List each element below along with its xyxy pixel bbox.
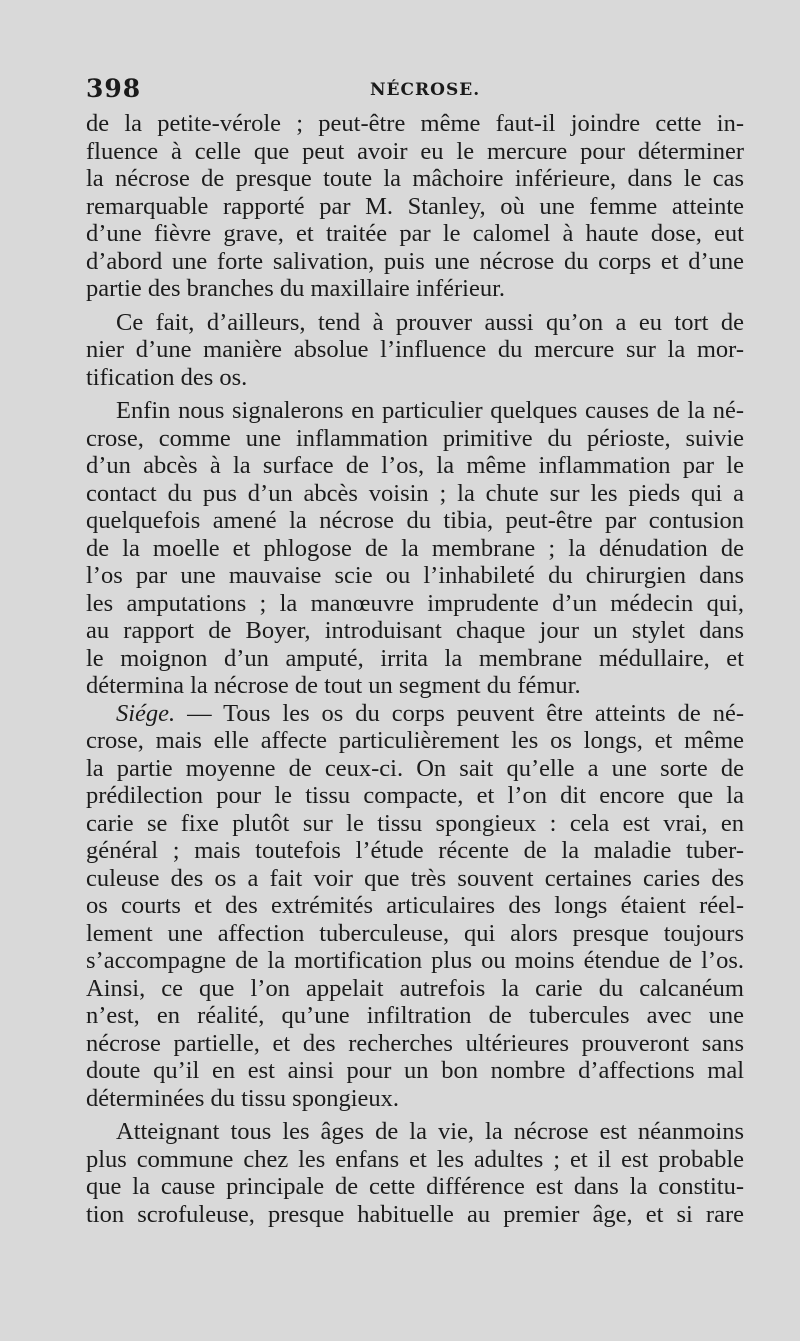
text-line: plus commune chez les enfans et les adultes ; et il est probable bbox=[86, 1145, 744, 1173]
page-header bbox=[86, 74, 740, 106]
paragraph-siege bbox=[86, 700, 744, 1113]
paragraph-2 bbox=[86, 309, 744, 392]
text-line: Enfin nous signalerons en particulier quelques causes de la né- bbox=[116, 397, 744, 424]
text-line: prédilection pour le tissu compacte, et l’on dit encore que la bbox=[86, 782, 744, 809]
text-line: le moignon d’un amputé, irrita la membrane médullaire, et bbox=[86, 644, 744, 672]
text-line: fluence à celle que peut avoir eu le mercure pour déterminer bbox=[86, 137, 744, 165]
text-line: os courts et des extrémités articulaires des longs étaient réel- bbox=[86, 892, 744, 919]
paragraph-1 bbox=[86, 110, 744, 303]
text-line: carie se fixe plutôt sur le tissu spongieux : cela est vrai, en bbox=[86, 809, 744, 837]
text-line: détermina la nécrose de tout un segment du fémur. bbox=[86, 672, 581, 699]
text-line: les amputations ; la manœuvre imprudente d’un médecin qui, bbox=[86, 589, 744, 617]
paragraph-3 bbox=[86, 397, 744, 700]
text-line: d’abord une forte salivation, puis une nécrose du corps et d’une bbox=[86, 247, 744, 275]
text-line: nier d’une manière absolue l’influence du mercure sur la mor- bbox=[86, 336, 744, 363]
text-line: lement une affection tuberculeuse, qui alors presque toujours bbox=[86, 919, 744, 947]
text-line: la nécrose de presque toute la mâchoire inférieure, dans le cas bbox=[86, 165, 744, 192]
text-line: de la petite-vérole ; peut-être même faut-il joindre cette in- bbox=[86, 110, 744, 137]
text-line: d’un abcès à la surface de l’os, la même inflammation par le bbox=[86, 452, 744, 479]
text-line: déterminées du tissu spongieux. bbox=[86, 1084, 400, 1112]
text-line: n’est, en réalité, qu’une infiltration de tubercules avec une bbox=[86, 1002, 744, 1029]
text-line: tification des os. bbox=[86, 363, 248, 391]
paragraph-5 bbox=[86, 1118, 744, 1228]
text-line: partie des branches du maxillaire inférieur. bbox=[86, 275, 506, 302]
text-line: Ainsi, ce que l’on appelait autrefois la carie du calcanéum bbox=[86, 974, 744, 1002]
text-line: doute qu’il en est ainsi pour un bon nombre d’affections mal bbox=[86, 1057, 744, 1084]
text-line: au rapport de Boyer, introduisant chaque jour un stylet dans bbox=[86, 617, 744, 644]
text-line: général ; mais toutefois l’étude récente de la maladie tuber- bbox=[86, 837, 744, 864]
text-line: nécrose partielle, et des recherches ultérieures prouveront sans bbox=[86, 1029, 744, 1057]
text-line: culeuse des os a fait voir que très souvent certaines caries des bbox=[86, 864, 744, 892]
text-line: remarquable rapporté par M. Stanley, où une femme atteinte bbox=[86, 192, 744, 220]
text-line: quelquefois amené la nécrose du tibia, peut-être par contusion bbox=[86, 507, 744, 534]
text-line: Ce fait, d’ailleurs, tend à prouver aussi qu’on a eu tort de bbox=[116, 308, 744, 336]
text-line: s’accompagne de la mortification plus ou moins étendue de l’os. bbox=[86, 947, 744, 974]
running-title: NÉCROSE. bbox=[370, 80, 481, 100]
section-lead-text: — Tous les os du corps peuvent être atteints de né- bbox=[175, 699, 744, 727]
text-line: la partie moyenne de ceux-ci. On sait qu’elle a une sorte de bbox=[86, 754, 744, 782]
body-text bbox=[86, 110, 744, 1228]
text-line: Atteignant tous les âges de la vie, la nécrose est néanmoins bbox=[116, 1118, 744, 1145]
text-line: d’une fièvre grave, et traitée par le calomel à haute dose, eut bbox=[86, 220, 744, 247]
text-line: crose, comme une inflammation primitive du périoste, suivie bbox=[86, 424, 744, 452]
text-line: de la moelle et phlogose de la membrane ; la dénudation de bbox=[86, 534, 744, 562]
text-line: contact du pus d’un abcès voisin ; la chute sur les pieds qui a bbox=[86, 479, 744, 507]
text-line: crose, mais elle affecte particulièrement les os longs, et même bbox=[86, 727, 744, 754]
text-line: que la cause principale de cette différence est dans la constitu- bbox=[86, 1173, 744, 1200]
text-line bbox=[86, 700, 744, 728]
section-lead-siege: Siége. bbox=[116, 699, 176, 727]
page-number: 398 bbox=[86, 74, 142, 103]
text-line: tion scrofuleuse, presque habituelle au premier âge, et si rare bbox=[86, 1200, 744, 1228]
text-line: l’os par une mauvaise scie ou l’inhabileté du chirurgien dans bbox=[86, 562, 744, 589]
